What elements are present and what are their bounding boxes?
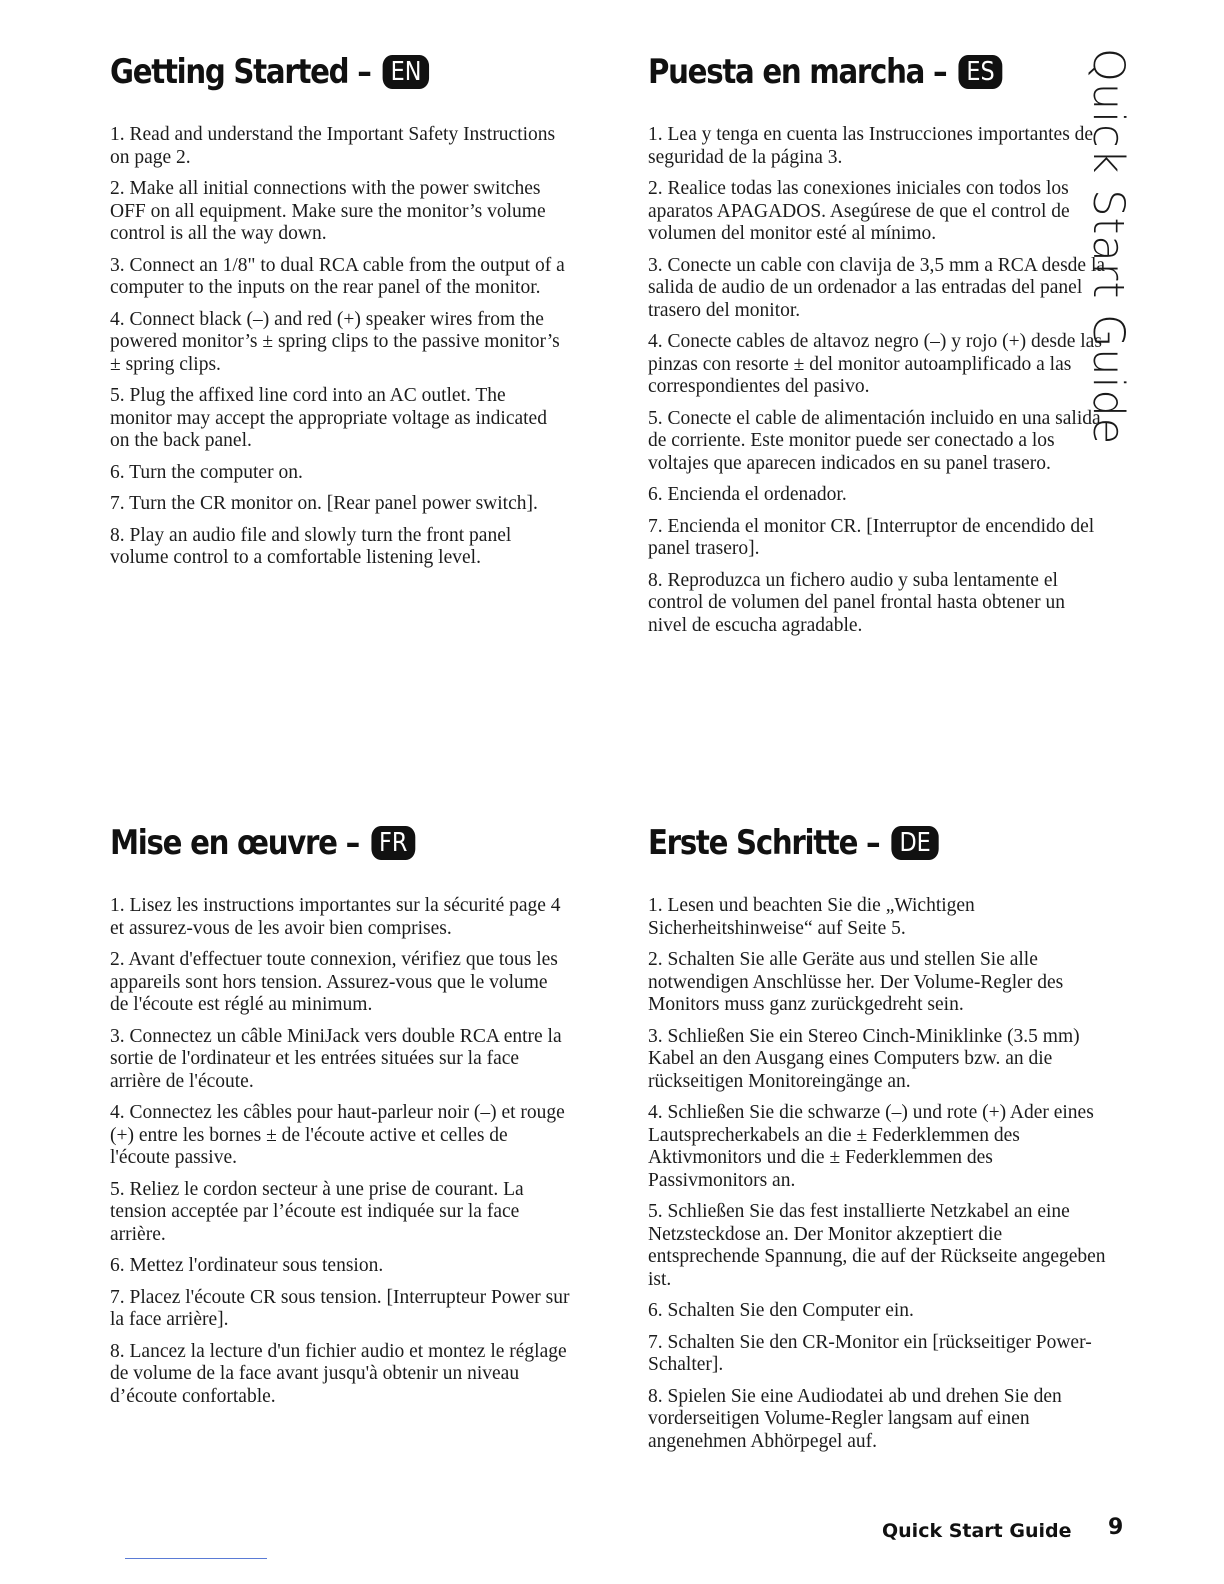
section-erste-schritte-de [648,815,1108,1462]
step-item: 5. Reliez le cordon secteur à une prise de courant. La tension acceptée par l’écoute est indiquée sur la face arrière. [110,1178,524,1245]
step-item: 4. Conecte cables de altavoz negro (–) y rojo (+) desde las pinzas con resorte ± del monitor autoamplificado a las correspondientes del pasivo. [648,331,1102,397]
language-badge: DE [892,826,939,860]
step-item: 4. Connect black (–) and red (+) speaker wires from the powered monitor’s ± spring clips to the passive monitor’s ± spring clips. [110,308,560,375]
language-badge: ES [959,55,1003,89]
step-item: 6. Schalten Sie den Computer ein. [648,1300,914,1321]
step-item: 1. Read and understand the Important Safety Instructions on page 2. [110,124,556,168]
section-title: Puesta en marcha – [648,52,947,92]
section-title: Mise en œuvre – [110,823,359,863]
step-item: 8. Lancez la lecture d'un fichier audio et montez le réglage de volume de la face avant jusqu'à obtenir un niveau d’écoute confortable. [110,1340,567,1407]
step-item: 8. Spielen Sie eine Audiodatei ab und drehen Sie den vorderseitigen Volume-Regler langsam auf einen angenehmen Abhörpegel auf. [648,1385,1062,1452]
step-item: 7. Schalten Sie den CR-Monitor ein [rückseitiger Power-Schalter]. [648,1331,1092,1375]
step-item: 3. Schließen Sie ein Stereo Cinch-Miniklinke (3.5 mm) Kabel an den Ausgang eines Computers bzw. an die rückseitigen Monitoreingänge an. [648,1025,1080,1092]
section-title: Erste Schritte – [648,823,880,863]
section-mise-en-oeuvre-fr [110,815,570,1417]
section-getting-started-en [110,44,570,579]
step-item: 5. Conecte el cable de alimentación incluido en una salida de corriente. Este monitor puede ser conectado a los voltajes que aparecen indicados en su panel trasero. [648,407,1101,474]
step-item: 1. Lesen und beachten Sie die „Wichtigen Sicherheitshinweise“ auf Seite 5. [648,895,975,939]
step-item: 7. Turn the CR monitor on. [Rear panel power switch]. [110,493,538,514]
footer-label: Quick Start Guide [882,1520,1072,1542]
side-title-quick-start-guide: Quick Start Guide [1083,48,1133,446]
step-item: 3. Conecte un cable con clavija de 3,5 mm a RCA desde la salida de audio de un ordenador a las entradas del panel trasero del monitor. [648,254,1106,321]
step-item: 6. Mettez l'ordinateur sous tension. [110,1255,384,1276]
step-item: 7. Placez l'écoute CR sous tension. [Interrupteur Power sur la face arrière]. [110,1286,570,1330]
step-item: 3. Connectez un câble MiniJack vers double RCA entre la sortie de l'ordinateur et les entrées situées sur la face arrière de l'écoute. [110,1025,562,1092]
section-heading [110,44,506,100]
section-heading [648,815,1044,871]
step-item: 2. Make all initial connections with the power switches OFF on all equipment. Make sure the monitor’s volume control is all the way down. [110,178,546,244]
section-title: Getting Started – [110,52,371,92]
section-heading [648,44,1044,100]
language-badge: EN [383,55,429,89]
step-item: 4. Connectez les câbles pour haut-parleur noir (–) et rouge (+) entre les bornes ± de l'écoute active et celles de l'écoute passive. [110,1102,565,1168]
step-item: 2. Schalten Sie alle Geräte aus und stellen Sie alle notwendigen Anschlüsse her. Der Volume-Regler des Monitors muss ganz zurückgedreht sein. [648,949,1064,1015]
page-number: 9 [1108,1515,1124,1540]
steps-list [110,895,570,1408]
step-item: 5. Plug the affixed line cord into an AC outlet. The monitor may accept the appropriate voltage as indicated on the back panel. [110,385,547,451]
step-item: 7. Encienda el monitor CR. [Interruptor de encendido del panel trasero]. [648,515,1095,559]
step-item: 4. Schließen Sie die schwarze (–) und rote (+) Ader eines Lautsprecherkabels an die ± Federklemmen des Aktivmonitors und die ± Federklemmen des Passivmonitors an. [648,1102,1094,1191]
step-item: 8. Reproduzca un fichero audio y suba lentamente el control de volumen del panel frontal hasta obtener un nivel de escucha agradable. [648,569,1065,636]
step-item: 1. Lisez les instructions importantes sur la sécurité page 4 et assurez-vous de les avoir bien comprises. [110,895,561,939]
step-item: 5. Schließen Sie das fest installierte Netzkabel an eine Netzsteckdose an. Der Monitor akzeptiert die entsprechende Spannung, die auf der Rückseite angegeben ist. [648,1201,1106,1290]
section-puesta-en-marcha-es [648,44,1108,646]
step-item: 3. Connect an 1/8" to dual RCA cable from the output of a computer to the inputs on the rear panel of the monitor. [110,254,565,298]
steps-list [648,895,1108,1453]
step-item: 1. Lea y tenga en cuenta las Instrucciones importantes de seguridad de la página 3. [648,124,1094,168]
step-item: 2. Avant d'effectuer toute connexion, vérifiez que tous les appareils sont hors tension. Assurez-vous que le volume de l'écoute est réglé au minimum. [110,949,558,1015]
bottom-divider [125,1558,267,1559]
step-item: 6. Turn the computer on. [110,461,303,483]
steps-list [648,124,1108,637]
step-item: 8. Play an audio file and slowly turn the front panel volume control to a comfortable listening level. [110,524,512,568]
steps-list [110,124,570,570]
step-item: 6. Encienda el ordenador. [648,484,847,505]
language-badge: FR [371,826,415,860]
step-item: 2. Realice todas las conexiones iniciales con todos los aparatos APAGADOS. Asegúrese de que el control de volumen del monitor esté al mínimo. [648,178,1070,244]
section-heading [110,815,506,871]
